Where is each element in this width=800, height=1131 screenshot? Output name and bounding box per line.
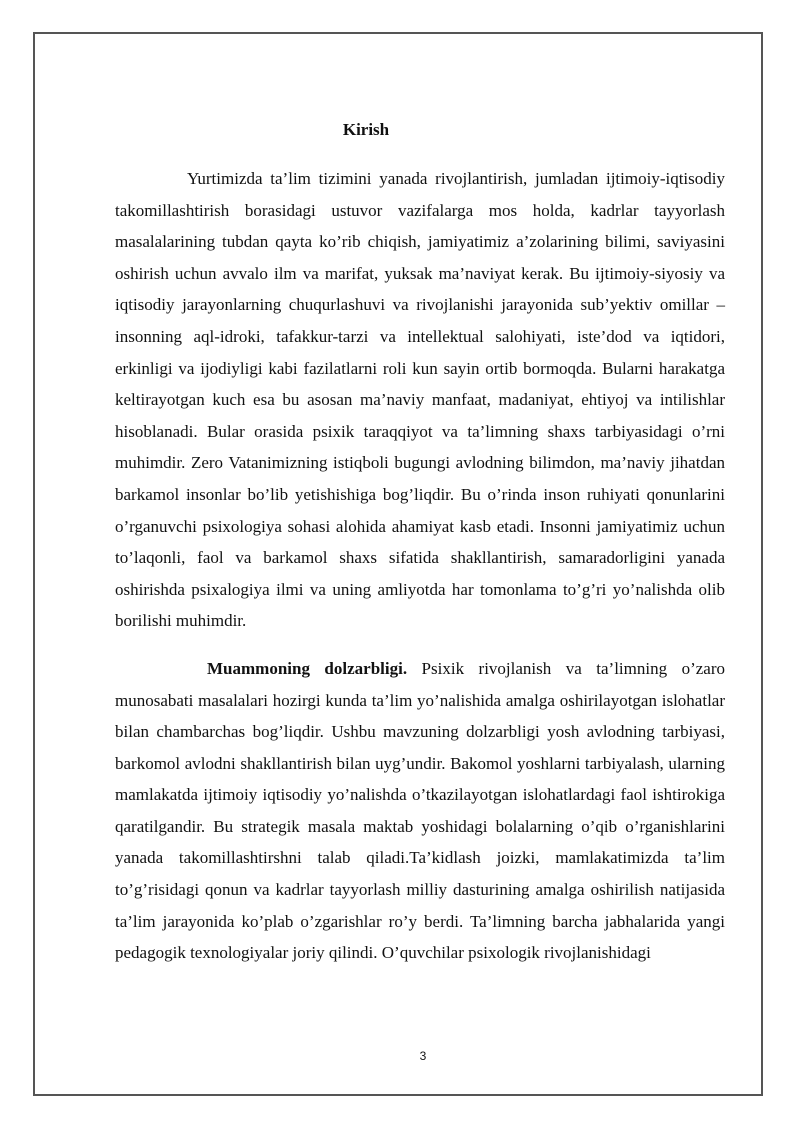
section-title: Kirish [342,120,390,139]
paragraph-relevance [115,653,725,969]
page-number: 3 [419,1049,427,1063]
document-body [115,163,725,969]
paragraph-lead-heading: Muammoning dolzarbligi. [207,658,408,678]
paragraph-relevance-text: Psixik rivojlanish va ta’limning o’zaro munosabati masalalari hozirgi kunda ta’lim yo’nalishida amalga oshirilayotgan islohatlar bilan chambarchas bog’liqdir. Ushbu mavzuning dolzarbligi yosh avlodning tarbiyasi, barkomol avlodni shakllantirish bilan uyg’undir. Bakomol yoshlarni tarbiyalash, ularning mamlakatda ijtimoiy iqtisodiy yo’nalishda o’tkazilayotgan islohatlardagi faol ishtirokiga qaratilgandir. Bu strategik masala maktab yoshidagi bolalarning o’qib o’rganishlarini yanada takomillashtirshni talab qiladi.Ta’kidlash joizki, mamlakatimizda ta’lim to’g’risidagi qonun va kadrlar tayyorlash milliy dasturining amalga oshirilish natijasida ta’lim jarayonida ko’plab o’zgarishlar ro’y berdi. Ta’limning barcha jabhalarida yangi pedagogik texnologiyalar joriy qilindi. O’quvchilar psixologik rivojlanishidagi [115,658,725,963]
paragraph-introduction: Yurtimizda ta’lim tizimini yanada rivojlantirish, jumladan ijtimoiy-iqtisodiy takomillashtirish borasidagi ustuvor vazifalarga mos holda, kadrlar tayyorlash masalalarining tubdan qayta ko’rib chiqish, jamiyatimiz a’zolarining bilimi, saviyasini oshirish uchun avvalo ilm va marifat, yuksak ma’naviyat kerak. Bu ijtimoiy-siyosiy va iqtisodiy jarayonlarning chuqurlashuvi va rivojlanishi jarayonida sub’yektiv omillar – insonning aql-idroki, tafakkur-tarzi va intellektual salohiyati, iste’dod va iqtidori, erkinligi va ijodiyligi kabi fazilatlarni roli kun sayin ortib bormoqda. Bularni harakatga keltirayotgan kuch esa bu asosan ma’naviy manfaat, madaniyat, ehtiyoj va intilishlar hisoblanadi. Bular orasida psixik taraqqiyot va ta’limning shaxs tarbiyasidagi o’rni muhimdir. Zero Vatanimizning istiqboli bugungi avlodning bilimdon, ma’naviy jihatdan barkamol insonlar bo’lib yetishishiga bog’liqdir. Bu o’rinda inson ruhiyati qonunlarini o’rganuvchi psixologiya sohasi alohida ahamiyat kasb etadi. Insonni jamiyatimiz uchun to’laqonli, faol va barkamol shaxs sifatida shakllantirish, samaradorligini yanada oshirishda psixalogiya ilmi va uning amliyotda har tomonlama to’g’ri yo’nalishda olib borilishi muhimdir. [115,169,725,631]
